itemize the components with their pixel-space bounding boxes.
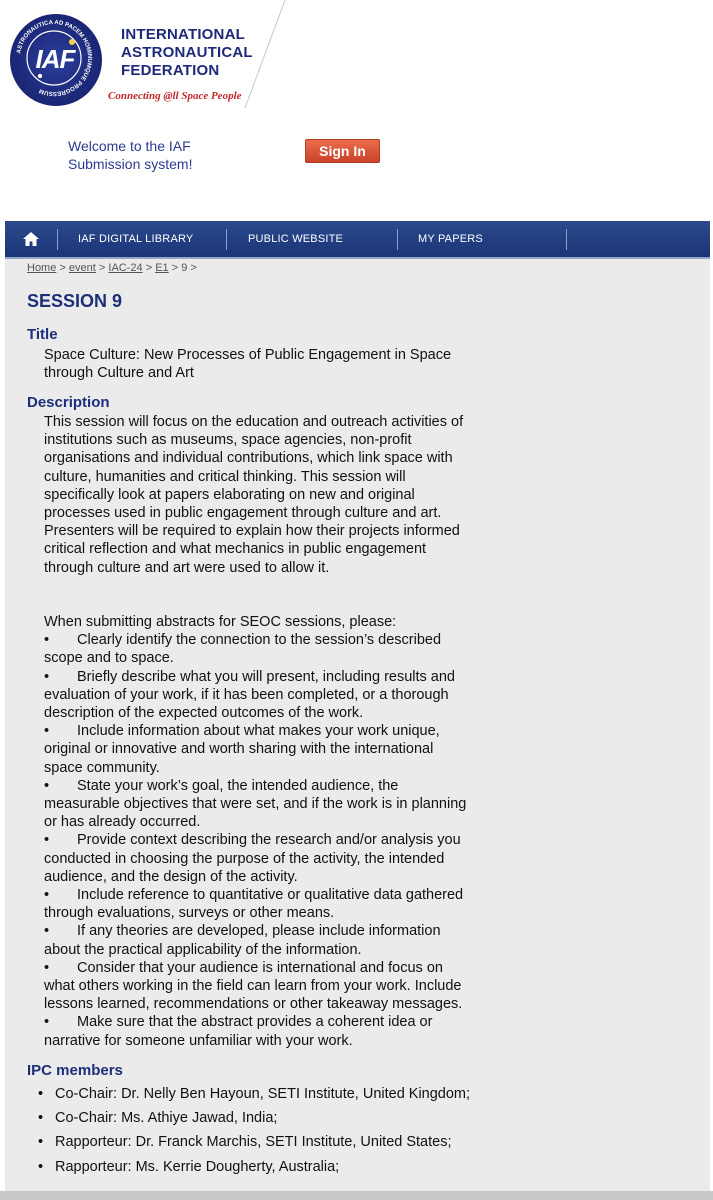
page-title: SESSION 9 — [27, 291, 123, 311]
description-line: institutions such as museums, space agencies, non-profit — [44, 432, 412, 449]
session-title-text — [44, 346, 484, 382]
instruction-line — [44, 995, 484, 1013]
instruction-text: audience, and the design of the activity. — [44, 868, 298, 885]
instruction-text: space community. — [44, 759, 160, 776]
instruction-line — [44, 759, 484, 777]
instruction-line — [44, 740, 484, 758]
instruction-line — [44, 977, 484, 995]
home-icon[interactable] — [21, 230, 41, 248]
instruction-text: Make sure that the abstract provides a coherent idea or — [77, 1014, 433, 1031]
breadcrumb-current: 9 — [181, 262, 188, 274]
instruction-item — [44, 886, 484, 922]
description-line: This session will focus on the education and outreach activities of — [44, 414, 464, 430]
instruction-text: description of the expected outcomes of the work. — [44, 705, 364, 722]
instruction-first-line — [44, 886, 484, 904]
nav-separator — [566, 229, 567, 250]
bullet-icon: • — [38, 1134, 44, 1151]
instruction-text: measurable objectives that were set, and if the work is in planning — [44, 796, 467, 813]
instruction-line — [44, 795, 484, 813]
bullet-icon: • — [44, 777, 50, 794]
ipc-member — [38, 1130, 470, 1154]
instruction-text: about the practical applicability of the information. — [44, 941, 362, 958]
welcome-message — [68, 137, 238, 173]
bullet-icon: • — [44, 959, 50, 976]
bullet-icon: • — [44, 668, 50, 685]
description-label: Description — [27, 394, 110, 411]
instruction-line — [44, 1032, 484, 1050]
instruction-first-line — [44, 922, 484, 940]
breadcrumb-event[interactable]: event — [68, 262, 96, 274]
ipc-member — [38, 1106, 470, 1130]
instructions-text — [44, 613, 484, 1050]
instruction-line — [44, 850, 484, 868]
breadcrumb — [27, 262, 197, 274]
sign-in-button[interactable]: Sign In — [305, 139, 380, 163]
instruction-item — [44, 722, 484, 777]
instruction-text: Include information about what makes your work unique, — [77, 723, 440, 740]
breadcrumb-iac-24[interactable]: IAC-24 — [108, 262, 143, 274]
org-name-line-2: ASTRONAUTICAL — [121, 44, 253, 61]
instruction-item — [44, 631, 484, 667]
instruction-text: Consider that your audience is international and focus on — [77, 959, 443, 976]
instruction-text: lessons learned, recommendations or other takeaway messages. — [44, 996, 463, 1013]
breadcrumb-home[interactable]: Home — [27, 262, 57, 274]
nav-separator — [226, 229, 227, 250]
description-text — [44, 413, 484, 577]
bullet-icon: • — [44, 832, 50, 849]
instruction-first-line — [44, 722, 484, 740]
nav-separator — [397, 229, 398, 250]
instruction-item — [44, 668, 484, 723]
bullet-icon: • — [38, 1158, 44, 1175]
instruction-text: conducted in choosing the purpose of the activity, the intended — [44, 850, 445, 867]
bullet-icon: • — [38, 1086, 44, 1102]
bullet-icon: • — [44, 1014, 50, 1031]
description-line: culture, humanities and critical thinking. This session will — [44, 468, 406, 485]
org-name-line-3: FEDERATION — [121, 62, 220, 79]
instruction-first-line — [44, 1013, 484, 1031]
bullet-icon: • — [38, 1110, 44, 1127]
instruction-first-line — [44, 631, 484, 649]
instruction-item — [44, 959, 484, 1014]
title-line: through Culture and Art — [44, 365, 194, 382]
org-name-line-1: INTERNATIONAL — [121, 26, 245, 43]
instruction-text: Briefly describe what you will present, including results and — [77, 668, 455, 685]
instruction-text: what others working in the field can learn from your work. Include — [44, 978, 462, 995]
instruction-line — [44, 813, 484, 831]
title-label: Title — [27, 326, 58, 343]
breadcrumb-separator: > — [98, 262, 106, 274]
nav-item-public-website[interactable]: PUBLIC WEBSITE — [248, 233, 344, 245]
ipc-member — [38, 1155, 470, 1179]
description-line: Presenters will be required to explain how their projects informed — [44, 523, 460, 540]
description-line: organisations and individual contributions, which link space with — [44, 450, 453, 467]
instruction-first-line — [44, 668, 484, 686]
instruction-text: scope and to space. — [44, 650, 174, 667]
instruction-text: original or innovative and worth sharing with the international — [44, 741, 434, 758]
welcome-line-2: Submission system! — [68, 156, 193, 172]
nav-separator — [57, 229, 58, 250]
nav-item-my-papers[interactable]: MY PAPERS — [418, 233, 483, 245]
main-navbar — [5, 221, 710, 259]
header-divider — [230, 0, 290, 110]
instructions-intro: When submitting abstracts for SEOC sessions, please: — [44, 614, 397, 630]
instruction-line — [44, 941, 484, 959]
instruction-text: Clearly identify the connection to the session’s described — [77, 632, 442, 649]
instruction-first-line — [44, 959, 484, 977]
instruction-text: Include reference to quantitative or qualitative data gathered — [77, 887, 464, 904]
instruction-line — [44, 868, 484, 886]
instruction-item — [44, 922, 484, 958]
logo-iaf-text: IAF — [35, 44, 75, 74]
instruction-text: narrative for someone unfamiliar with your work. — [44, 1032, 353, 1049]
logo-ring-text: ASTRONAUTICA AD PACEM HOMINUMQUE PROGRESSUM — [16, 19, 93, 97]
ipc-members-list — [38, 1082, 470, 1179]
ipc-member-text: Co-Chair: Ms. Athiye Jawad, India; — [55, 1110, 278, 1127]
ipc-member-text: Rapporteur: Dr. Franck Marchis, SETI Institute, United States; — [55, 1134, 452, 1151]
ipc-member-text: Co-Chair: Dr. Nelly Ben Hayoun, SETI Institute, United Kingdom; — [55, 1086, 471, 1102]
instruction-first-line — [44, 831, 484, 849]
instruction-item — [44, 831, 484, 886]
instruction-first-line — [44, 777, 484, 795]
breadcrumb-separator: > — [145, 262, 153, 274]
breadcrumb-e1[interactable]: E1 — [155, 262, 169, 274]
breadcrumb-separator: > — [171, 262, 179, 274]
instruction-line — [44, 686, 484, 704]
description-line: critical reflection and what mechanics in public engagement — [44, 541, 427, 558]
instruction-item — [44, 777, 484, 832]
breadcrumb-separator: > — [190, 262, 197, 274]
instruction-text: Provide context describing the research and/or analysis you — [77, 832, 461, 849]
org-tagline: Connecting @ll Space People — [108, 90, 242, 102]
instruction-line — [44, 649, 484, 667]
breadcrumb-separator: > — [59, 262, 66, 274]
ipc-members-label: IPC members — [27, 1062, 123, 1079]
instruction-text: evaluation of your work, if it has been completed, or a thorough — [44, 686, 449, 703]
instruction-line — [44, 904, 484, 922]
description-line: processes used in public engagement through culture and art. — [44, 505, 442, 522]
instruction-text: If any theories are developed, please include information — [77, 923, 441, 940]
bullet-icon: • — [44, 887, 50, 904]
main-content — [5, 259, 710, 1200]
ipc-member-text: Rapporteur: Ms. Kerrie Dougherty, Australia; — [55, 1158, 340, 1175]
bullet-icon: • — [44, 723, 50, 740]
instruction-line — [44, 704, 484, 722]
nav-item-digital-library[interactable]: IAF DIGITAL LIBRARY — [78, 233, 194, 245]
instruction-item — [44, 1013, 484, 1049]
title-line: Space Culture: New Processes of Public Engagement in Space — [44, 347, 452, 363]
instruction-text: State your work’s goal, the intended audience, the — [77, 777, 399, 794]
footer-strip — [0, 1191, 713, 1200]
description-line: through culture and art were used to allow it. — [44, 559, 330, 576]
instruction-text: through evaluations, surveys or other means. — [44, 905, 335, 922]
bullet-icon: • — [44, 632, 50, 649]
ipc-member — [38, 1082, 470, 1106]
instruction-text: or has already occurred. — [44, 814, 201, 831]
bullet-icon: • — [44, 923, 50, 940]
welcome-line-1: Welcome to the IAF — [68, 138, 191, 154]
description-line: specifically look at papers elaborating on new and original — [44, 486, 415, 503]
